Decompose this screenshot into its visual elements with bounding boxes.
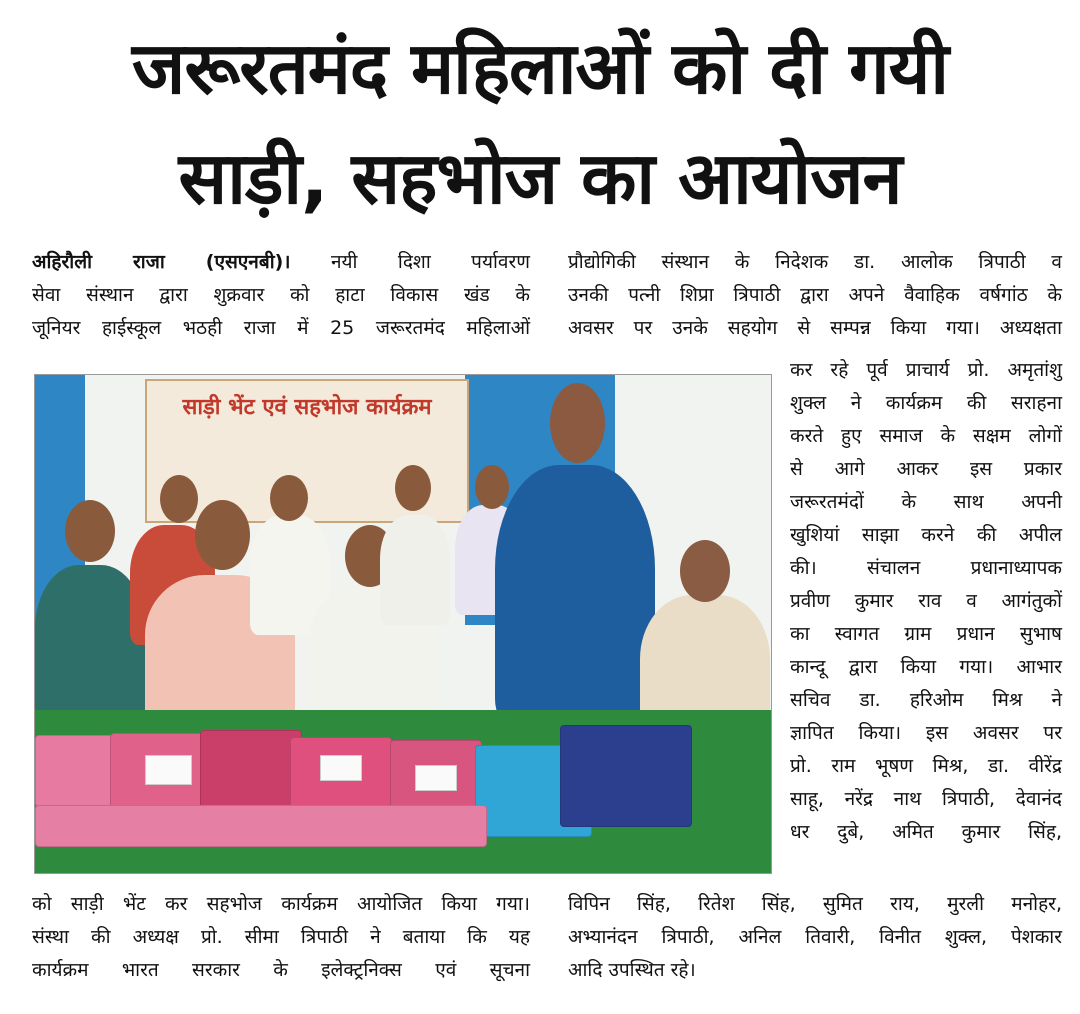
person-head	[65, 500, 115, 562]
saree-label	[320, 755, 362, 781]
article-line: से आगे आकर इस प्रकार	[790, 458, 1062, 480]
person-head	[475, 465, 509, 509]
saree-pack	[560, 725, 692, 827]
article-line: धर दुबे, अमित कुमार सिंह,	[790, 821, 1062, 843]
article-line: अवसर पर उनके सहयोग से सम्पन्न किया गया। अध्यक्षता	[568, 317, 1062, 339]
person-head	[680, 540, 730, 602]
article-line: को साड़ी भेंट कर सहभोज कार्यक्रम आयोजित किया गया।	[32, 893, 530, 915]
article-line: जूनियर हाईस्कूल भठही राजा में 25 जरूरतमंद महिलाओं	[32, 317, 530, 339]
article-line: करते हुए समाज के सक्षम लोगों	[790, 425, 1062, 447]
article-line: की। संचालन प्रधानाध्यापक	[790, 557, 1062, 579]
saree-pack	[35, 805, 487, 847]
article-line: साहू, नरेंद्र नाथ त्रिपाठी, देवानंद	[790, 788, 1062, 810]
saree-label	[145, 755, 192, 785]
article-left-top	[32, 246, 530, 345]
article-line: ज्ञापित किया। इस अवसर पर	[790, 722, 1062, 744]
article-line: कार्यक्रम भारत सरकार के इलेक्ट्रनिक्स एवं सूचना	[32, 959, 530, 981]
article-line: कर रहे पूर्व प्राचार्य प्रो. अमृतांशु	[790, 359, 1062, 381]
person-head	[395, 465, 431, 511]
article-line: सेवा संस्थान द्वारा शुक्रवार को हाटा विकास खंड के	[32, 284, 530, 306]
article-line: कान्दू द्वारा किया गया। आभार	[790, 656, 1062, 678]
article-line: खुशियां साझा करने की अपील	[790, 524, 1062, 546]
article-line: आदि उपस्थित रहे।	[568, 959, 696, 981]
article-line: उनकी पत्नी शिप्रा त्रिपाठी द्वारा अपने वैवाहिक वर्षगांठ के	[568, 284, 1062, 306]
person	[380, 515, 450, 625]
article-line: शुक्ल ने कार्यक्रम की सराहना	[790, 392, 1062, 414]
headline-line-1: जरूरतमंद महिलाओं को दी गयी	[131, 26, 949, 110]
saree-label	[415, 765, 457, 791]
article-line: प्रौद्योगिकी संस्थान के निदेशक डा. आलोक त्रिपाठी व	[568, 251, 1062, 273]
article-left-bottom	[32, 888, 530, 987]
person	[35, 565, 145, 725]
person-head	[195, 500, 250, 570]
article-line: जरूरतमंदों के साथ अपनी	[790, 491, 1062, 513]
article-right-top	[568, 246, 1062, 345]
article-right-body	[790, 354, 1062, 849]
article-line: संस्था की अध्यक्ष प्रो. सीमा त्रिपाठी ने बताया कि यह	[32, 926, 530, 948]
event-photo	[34, 374, 772, 874]
article-line: अभ्यानंदन त्रिपाठी, अनिल तिवारी, विनीत शुक्ल, पेशकार	[568, 926, 1062, 948]
dateline: अहिरौली राजा (एसएनबी)।	[32, 251, 291, 273]
article-line: का स्वागत ग्राम प्रधान सुभाष	[790, 623, 1062, 645]
person-head	[270, 475, 308, 521]
article-line: प्रो. राम भूषण मिश्र, डा. वीरेंद्र	[790, 755, 1062, 777]
article-line: विपिन सिंह, रितेश सिंह, सुमित राय, मुरली मनोहर,	[568, 893, 1062, 915]
headline-line-2: साड़ी, सहभोज का आयोजन	[178, 136, 902, 220]
article-line: सचिव डा. हरिओम मिश्र ने	[790, 689, 1062, 711]
article-line: नयी दिशा पर्यावरण	[330, 251, 530, 273]
article-line: प्रवीण कुमार राव व आगंतुकों	[790, 590, 1062, 612]
woman-speaking	[495, 465, 655, 725]
person-head	[160, 475, 198, 523]
article-right-bottom	[568, 888, 1062, 987]
banner-title: साड़ी भेंट एवं सहभोज कार्यक्रम	[182, 395, 432, 420]
person-head	[550, 383, 605, 463]
saree-pack	[200, 730, 302, 817]
